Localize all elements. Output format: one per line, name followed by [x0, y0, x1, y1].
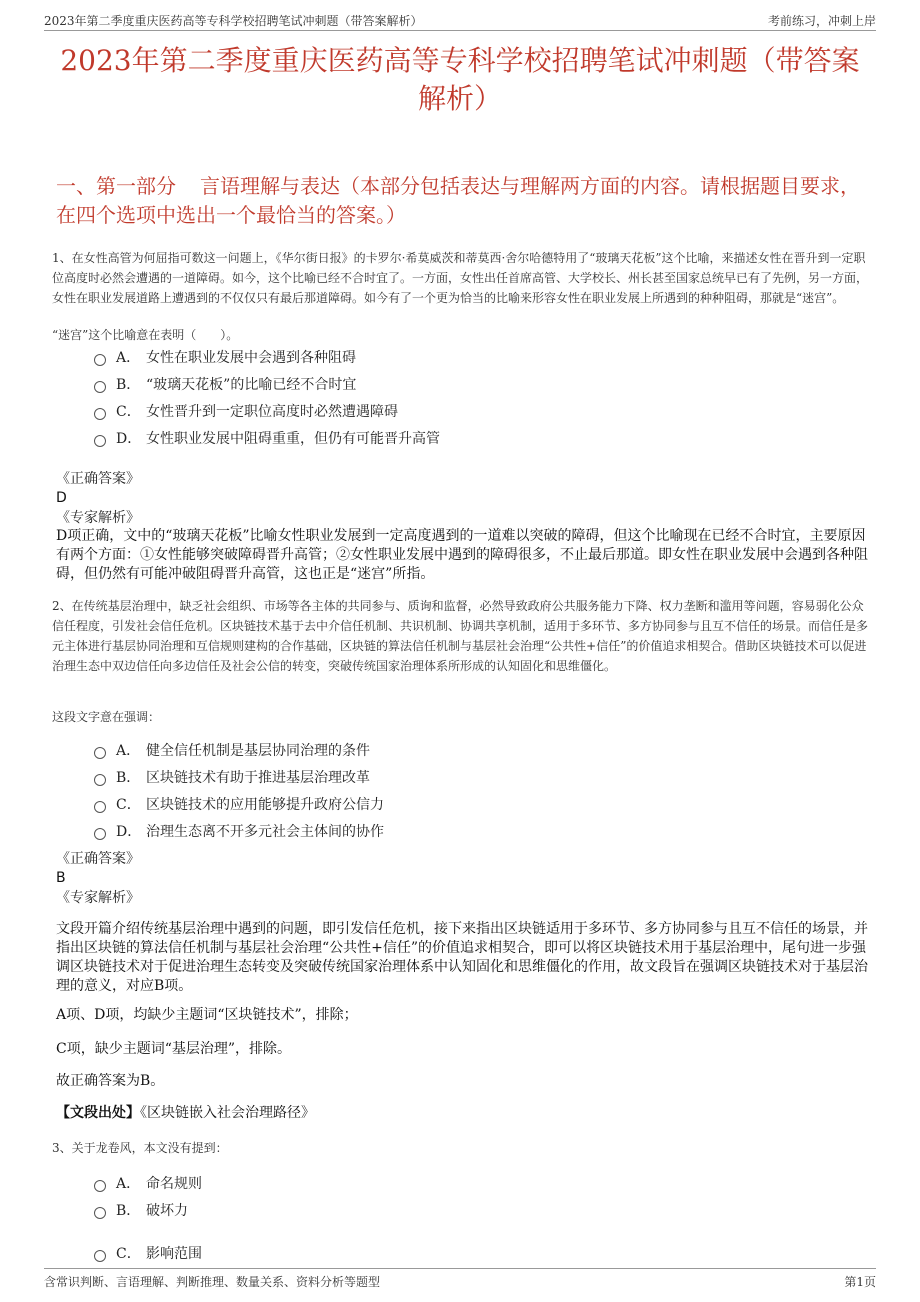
- option-letter: A．: [116, 1176, 141, 1192]
- page-footer: [44, 1268, 876, 1289]
- option-text: “玻璃天花板”的比喻已经不合时宜: [146, 377, 357, 393]
- header-slogan: 考前练习，冲刺上岸: [767, 14, 876, 28]
- q2-stem: 2、在传统基层治理中，缺乏社会组织、市场等各主体的共同参与、质询和监督，必然导致政府公共服务能力下降、权力垄断和滥用等问题，容易弱化公众信任程度，引发社会信任危机。区块链技术基于去中介信任机制、共识机制、协调共享机制，适用于多环节、多方协同参与且互不信任的场景。而信任是多元主体进行基层协同治理和互信规则建构的合作基础，区块链的算法信任机制与基层社会治理“公共性+信任”的价值追求相契合。借助区块链技术可以促进治理生态中双边信任向多边信任及社会公信的转变，突破传统国家治理体系所形成的认知固化和思维僵化。: [52, 599, 869, 673]
- q2-note-ad: A项、D项，均缺少主题词“区块链技术”，排除；: [56, 1007, 358, 1023]
- q1-question: “迷宫”这个比喻意在表明（ ）。: [52, 328, 239, 342]
- option-text: 治理生态离不开多元社会主体间的协作: [146, 824, 384, 840]
- q1-option-b[interactable]: [94, 374, 356, 396]
- q1-option-d[interactable]: [94, 428, 440, 450]
- option-text: 健全信任机制是基层协同治理的条件: [146, 743, 370, 759]
- option-text: 区块链技术有助于推进基层治理改革: [146, 770, 370, 786]
- q2-option-b[interactable]: [94, 767, 370, 789]
- source-label: 【文段出处】: [56, 1105, 140, 1121]
- option-letter: D．: [116, 431, 142, 447]
- q2-option-d[interactable]: [94, 821, 384, 843]
- q2-source: [56, 1104, 868, 1123]
- q2-question: 这段文字意在强调：: [52, 710, 161, 724]
- q2-option-a[interactable]: [94, 740, 370, 762]
- option-letter: C．: [116, 1246, 141, 1262]
- q2-answer: B: [56, 870, 66, 886]
- option-text: 女性晋升到一定职位高度时必然遭遇障碍: [146, 404, 398, 420]
- option-letter: C．: [116, 404, 141, 420]
- radio-icon[interactable]: [94, 1207, 106, 1219]
- page-title: 2023年第二季度重庆医药高等专科学校招聘笔试冲刺题（带答案解析）: [60, 44, 860, 115]
- option-letter: D．: [116, 824, 142, 840]
- radio-icon[interactable]: [94, 381, 106, 393]
- section-part: 一、第一部分: [56, 174, 176, 198]
- radio-icon[interactable]: [94, 828, 106, 840]
- option-text: 影响范围: [146, 1246, 202, 1262]
- q2-conclusion: 故正确答案为B。: [56, 1073, 165, 1089]
- option-letter: B．: [116, 377, 141, 393]
- radio-icon[interactable]: [94, 354, 106, 366]
- q3-option-c[interactable]: [94, 1243, 202, 1265]
- option-letter: A．: [116, 743, 141, 759]
- page-number: 第1页: [844, 1275, 876, 1289]
- radio-icon[interactable]: [94, 435, 106, 447]
- q1-option-c[interactable]: [94, 401, 398, 423]
- q1-answer-label: 《正确答案》: [56, 471, 140, 487]
- q3-option-b[interactable]: [94, 1200, 188, 1222]
- section-heading: [56, 172, 864, 230]
- option-text: 命名规则: [146, 1176, 202, 1192]
- radio-icon[interactable]: [94, 774, 106, 786]
- source-title: 《区块链嵌入社会治理路径》: [140, 1105, 315, 1121]
- q1-answer: D: [56, 490, 67, 506]
- q2-analysis: 文段开篇介绍传统基层治理中遇到的问题，即引发信任危机，接下来指出区块链适用于多环节、多方协同参与且互不信任的场景，并指出区块链的算法信任机制与基层社会治理“公共性+信任”的价值追求相契合，即可以将区块链技术用于基层治理中，尾句进一步强调区块链技术对于促进治理生态转变及突破传统国家治理体系中认知固化和思维僵化的作用，故文段旨在强调区块链技术对于基层治理的意义，对应B项。: [56, 921, 868, 994]
- q1-stem: 1、在女性高管为何屈指可数这一问题上，《华尔街日报》的卡罗尔·希莫威茨和蒂莫西·舍尔哈德特用了“玻璃天花板”这个比喻，来描述女性在晋升到一定职位高度时必然会遭遇的一道障碍。如今，这个比喻已经不合时宜了。一方面，女性出任首席高管、大学校长、州长甚至国家总统早已有了先例，另一方面，女性在职业发展道路上遭遇到的不仅仅只有最后那道障碍。如今有了一个更为恰当的比喻来形容女性在职业发展上所遇到的种种阻碍，那就是“迷宫”。: [52, 251, 869, 305]
- option-text: 区块链技术的应用能够提升政府公信力: [146, 797, 384, 813]
- radio-icon[interactable]: [94, 1180, 106, 1192]
- q3-option-a[interactable]: [94, 1173, 202, 1195]
- option-text: 女性在职业发展中会遇到各种阻碍: [146, 350, 356, 366]
- page-header: [44, 10, 876, 31]
- option-letter: C．: [116, 797, 141, 813]
- q1-analysis: D项正确，文中的“玻璃天花板”比喻女性职业发展到一定高度遇到的一道难以突破的障碍，但这个比喻现在已经不合时宜，主要原因有两个方面：①女性能够突破障碍晋升高管；②女性职业发展中遇到的障碍很多，不止最后那道。即女性在职业发展中会遇到各种阻碍，但仍然有可能冲破阻碍晋升高管，这也正是“迷宫”所指。: [56, 528, 868, 582]
- q3-stem: 3、关于龙卷风，本文没有提到：: [52, 1141, 228, 1155]
- radio-icon[interactable]: [94, 1250, 106, 1262]
- q2-option-c[interactable]: [94, 794, 384, 816]
- q2-answer-label: 《正确答案》: [56, 851, 140, 867]
- q1-analysis-label: 《专家解析》: [56, 510, 140, 526]
- footer-question-types: 含常识判断、言语理解、判断推理、数量关系、资料分析等题型: [44, 1275, 381, 1289]
- option-text: 女性职业发展中阻碍重重，但仍有可能晋升高管: [146, 431, 440, 447]
- radio-icon[interactable]: [94, 747, 106, 759]
- section-description: 言语理解与表达（本部分包括表达与理解两方面的内容。请根据题目要求，在四个选项中选出一个最恰当的答案。）: [56, 174, 860, 227]
- q1-option-a[interactable]: [94, 347, 356, 369]
- option-letter: A．: [116, 350, 141, 366]
- radio-icon[interactable]: [94, 801, 106, 813]
- radio-icon[interactable]: [94, 408, 106, 420]
- option-text: 破坏力: [146, 1203, 188, 1219]
- option-letter: B．: [116, 1203, 141, 1219]
- q2-note-c: C项，缺少主题词“基层治理”，排除。: [56, 1041, 292, 1057]
- header-doc-title: 2023年第二季度重庆医药高等专科学校招聘笔试冲刺题（带答案解析）: [44, 14, 423, 28]
- q2-analysis-label: 《专家解析》: [56, 890, 140, 906]
- option-letter: B．: [116, 770, 141, 786]
